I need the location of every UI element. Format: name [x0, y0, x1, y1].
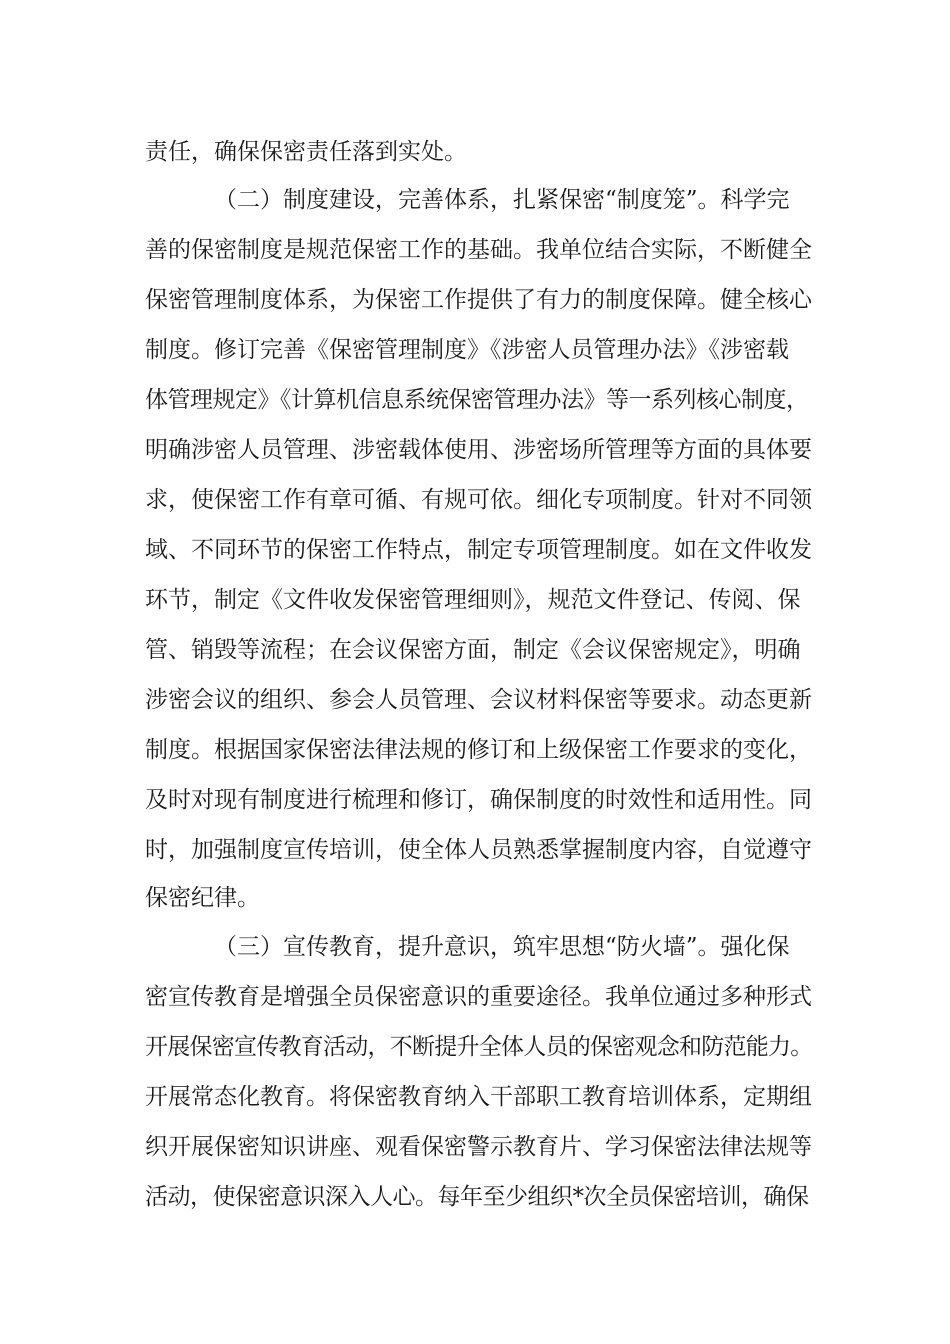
- text-line-1: 责任，确保保密责任落到实处。: [145, 139, 467, 165]
- text-line-19: 开展保密宣传教育活动，不断提升全体人员的保密观念和防范能力。: [145, 1034, 813, 1060]
- text-line-21: 织开展保密知识讲座、观看保密警示教育片、学习保密法律法规等: [145, 1134, 812, 1160]
- text-line-20: 开展常态化教育。将保密教育纳入干部职工教育培训体系，定期组: [145, 1084, 812, 1110]
- text-line-10: 环节，制定《文件收发保密管理细则》，规范文件登记、传阅、保: [145, 587, 801, 613]
- text-line-13: 制度。根据国家保密法律法规的修订和上级保密工作要求的变化，: [145, 737, 812, 763]
- text-line-11: 管、销毁等流程；在会议保密方面，制定《会议保密规定》，明确: [145, 637, 801, 663]
- text-line-5: 制度。修订完善《保密管理制度》《涉密人员管理办法》《涉密载: [145, 337, 789, 363]
- text-line-7: 明确涉密人员管理、涉密载体使用、涉密场所管理等方面的具体要: [145, 437, 812, 463]
- section-2-heading-line: （二）制度建设，完善体系，扎紧保密“制度笼”。科学完: [214, 187, 790, 213]
- section-3-heading-line: （三）宣传教育，提升意识，筑牢思想“防火墙”。强化保: [214, 934, 790, 960]
- text-line-4: 保密管理制度体系，为保密工作提供了有力的制度保障。健全核心: [145, 287, 812, 313]
- text-line-6: 体管理规定》《计算机信息系统保密管理办法》等一系列核心制度，: [145, 387, 809, 413]
- text-line-3: 善的保密制度是规范保密工作的基础。我单位结合实际，不断健全: [145, 237, 812, 263]
- text-line-15: 时，加强制度宣传培训，使全体人员熟悉掌握制度内容，自觉遵守: [145, 837, 812, 863]
- text-line-14: 及时对现有制度进行梳理和修订，确保制度的时效性和适用性。同: [145, 787, 812, 813]
- text-line-12: 涉密会议的组织、参会人员管理、会议材料保密等要求。动态更新: [145, 687, 812, 713]
- text-line-16: 保密纪律。: [145, 885, 260, 911]
- text-line-8: 求，使保密工作有章可循、有规可依。细化专项制度。针对不同领: [145, 487, 812, 513]
- text-line-9: 域、不同环节的保密工作特点，制定专项管理制度。如在文件收发: [145, 537, 812, 563]
- text-line-18: 密宣传教育是增强全员保密意识的重要途径。我单位通过多种形式: [145, 984, 812, 1010]
- text-line-22: 活动，使保密意识深入人心。每年至少组织*次全员保密培训，确保: [145, 1184, 809, 1210]
